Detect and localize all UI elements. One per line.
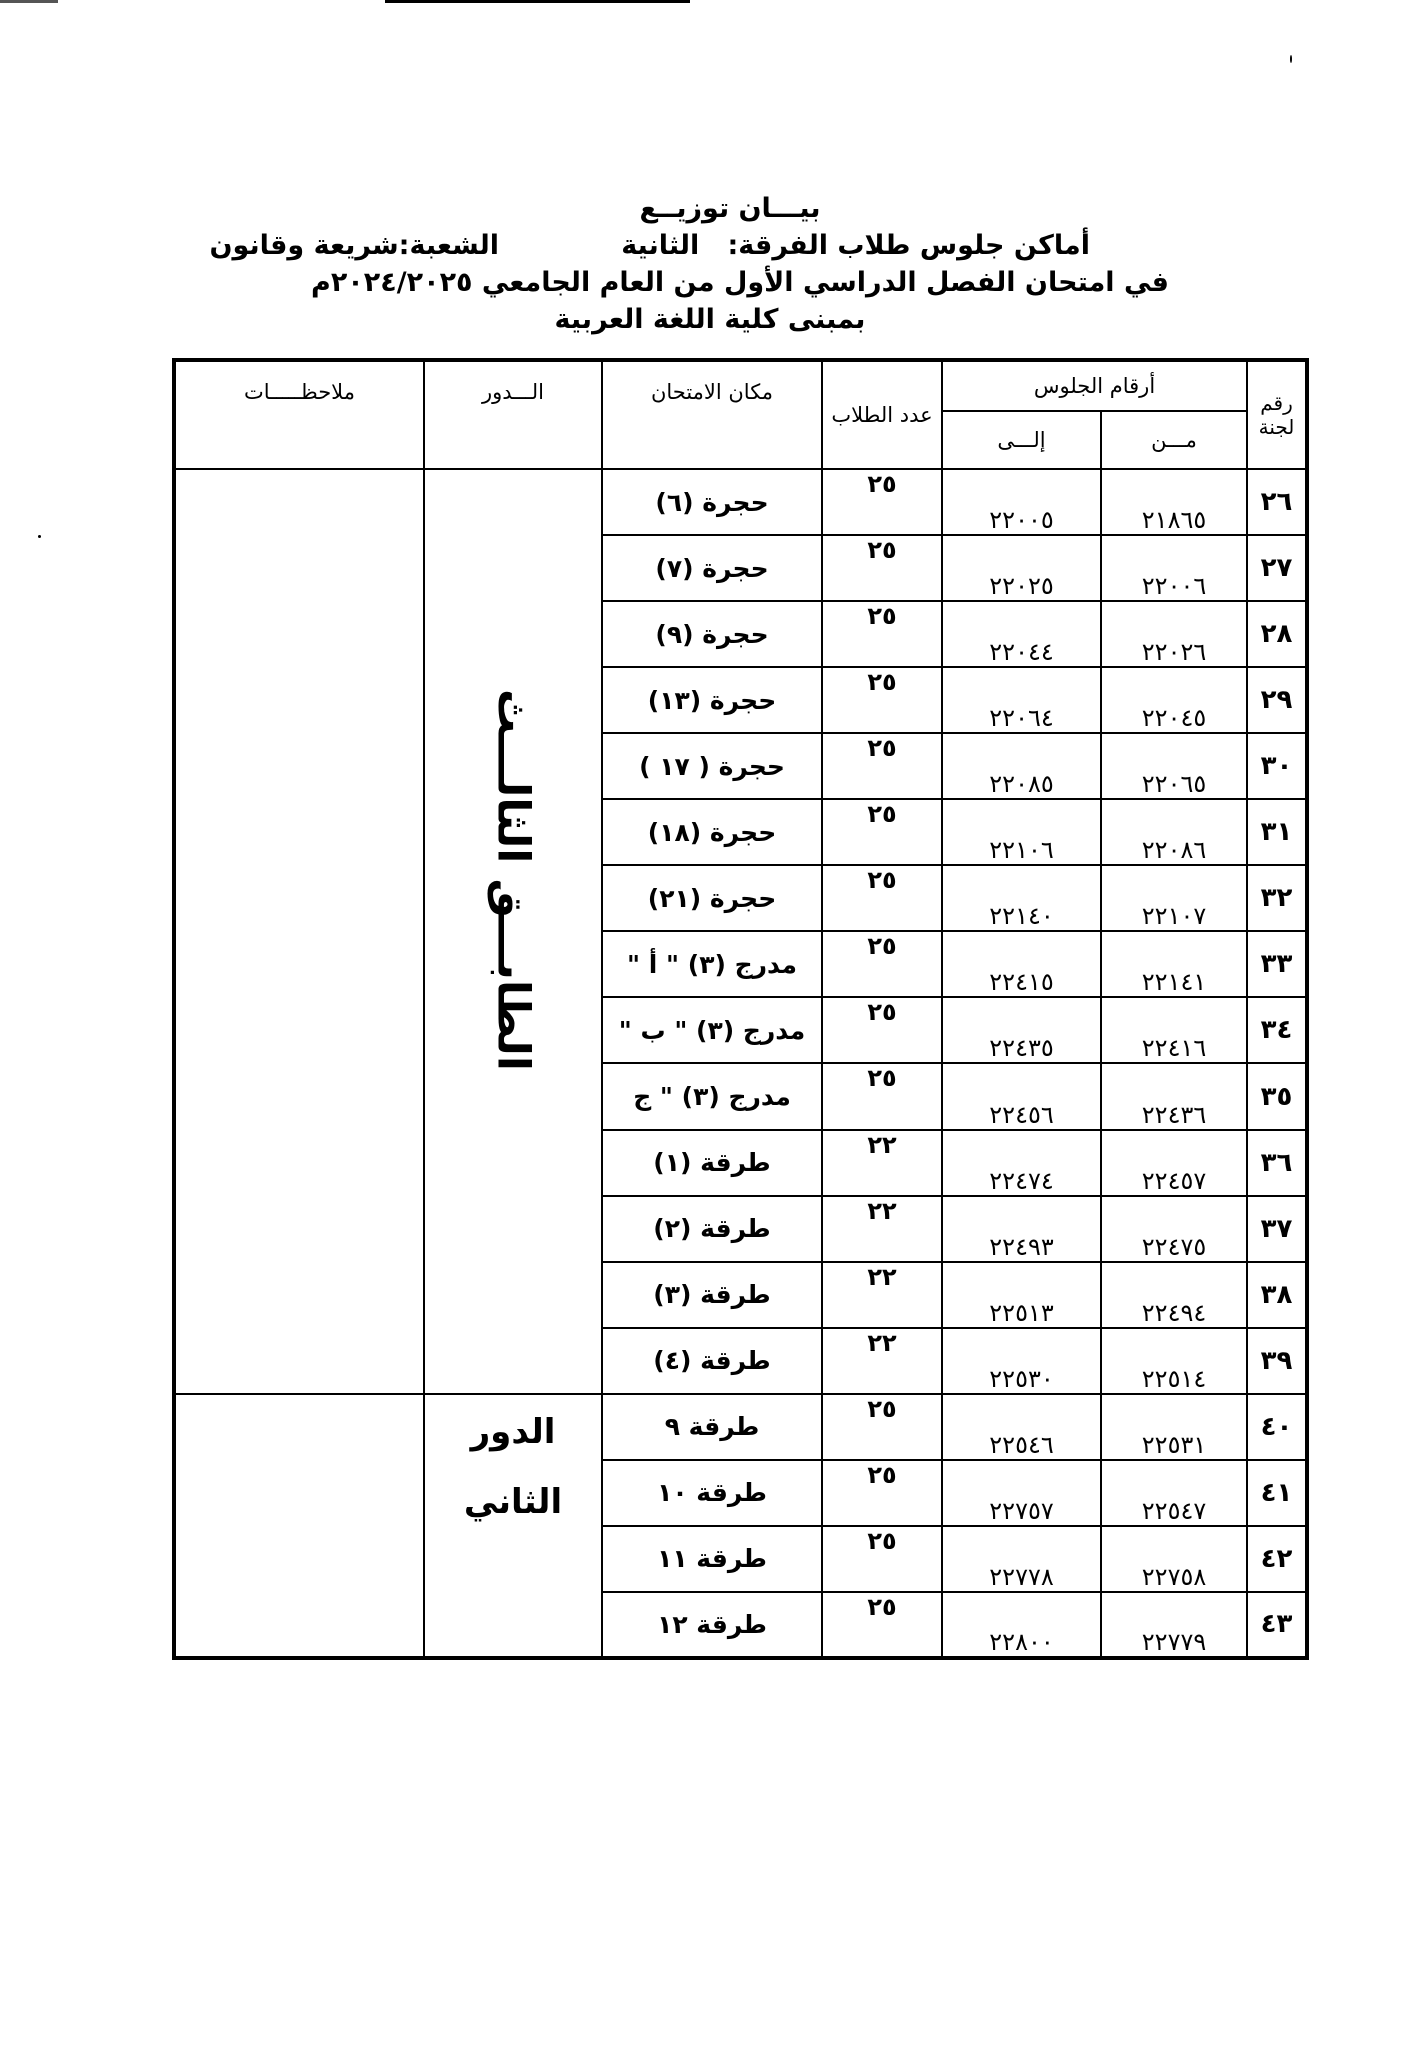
student-count-cell: ٢٥ — [822, 733, 942, 799]
seat-from-cell: ٢١٨٦٥ — [1101, 469, 1247, 535]
exam-place-cell: طرقة (٤) — [602, 1328, 822, 1394]
exam-place-cell: حجرة (١٣) — [602, 667, 822, 733]
exam-place-cell: حجرة (٧) — [602, 535, 822, 601]
committee-header: رقم لجنة — [1247, 360, 1307, 469]
scan-speck — [38, 535, 41, 538]
scan-speck — [1290, 55, 1292, 63]
seat-from-cell: ٢٢٠٠٦ — [1101, 535, 1247, 601]
exam-place-cell: مدرج (٣) " أ " — [602, 931, 822, 997]
floor-cell-third — [424, 469, 602, 1394]
exam-place-cell: طرقة (١) — [602, 1130, 822, 1196]
exam-place-cell: مدرج (٣) " ب " — [602, 997, 822, 1063]
document-title: بيـــان توزيــع — [639, 193, 821, 224]
exam-place-cell: طرقة (٣) — [602, 1262, 822, 1328]
committee-number-cell: ٢٩ — [1247, 667, 1307, 733]
seat-from-cell: ٢٢٠٢٦ — [1101, 601, 1247, 667]
seat-from-cell: ٢٢٧٥٨ — [1101, 1526, 1247, 1592]
seat-to-cell: ٢٢٥٣٠ — [942, 1328, 1101, 1394]
student-count-cell: ٢٥ — [822, 1394, 942, 1460]
committee-number-cell: ٢٧ — [1247, 535, 1307, 601]
exam-place-cell: حجرة ( ١٧ ) — [602, 733, 822, 799]
document-header — [209, 190, 1169, 338]
committee-number-cell: ٣٣ — [1247, 931, 1307, 997]
seat-to-cell: ٢٢٧٧٨ — [942, 1526, 1101, 1592]
exam-place-cell: حجرة (٢١) — [602, 865, 822, 931]
committee-number-cell: ٣٥ — [1247, 1063, 1307, 1129]
seat-from-cell: ٢٢٥٤٧ — [1101, 1460, 1247, 1526]
exam-place-cell: طرقة ١٠ — [602, 1460, 822, 1526]
seat-from-cell: ٢٢٤٩٤ — [1101, 1262, 1247, 1328]
committee-number-cell: ٣٠ — [1247, 733, 1307, 799]
class-value: الثانية — [621, 230, 700, 261]
committee-number-cell: ٣٤ — [1247, 997, 1307, 1063]
seat-to-cell: ٢٢٠٦٤ — [942, 667, 1101, 733]
seat-from-cell: ٢٢٤٧٥ — [1101, 1196, 1247, 1262]
seat-to-cell: ٢٢٤٧٤ — [942, 1130, 1101, 1196]
seat-from-cell: ٢٢٤١٦ — [1101, 997, 1247, 1063]
student-count-cell: ٢٢ — [822, 1196, 942, 1262]
seat-from-cell: ٢٢٥٣١ — [1101, 1394, 1247, 1460]
scan-top-line — [385, 0, 690, 3]
seat-to-cell: ٢٢٥١٣ — [942, 1262, 1101, 1328]
place-header: مكان الامتحان — [602, 360, 822, 469]
student-count-cell: ٢٥ — [822, 667, 942, 733]
notes-cell — [174, 1394, 424, 1658]
building-line: بمبنى كلية اللغة العربية — [554, 304, 866, 335]
seat-to-cell: ٢٢١٠٦ — [942, 799, 1101, 865]
notes-cell — [174, 469, 424, 1394]
notes-header: ملاحظـــــات — [174, 360, 424, 469]
division-info: الشعبة:شريعة وقانون — [209, 230, 499, 261]
committee-number-cell: ٣٢ — [1247, 865, 1307, 931]
exam-place-cell: طرقة ١١ — [602, 1526, 822, 1592]
student-count-cell: ٢٥ — [822, 1063, 942, 1129]
seat-to-cell: ٢٢٤٥٦ — [942, 1063, 1101, 1129]
student-count-cell: ٢٢ — [822, 1328, 942, 1394]
from-header: مـــن — [1101, 411, 1247, 469]
exam-place-cell: مدرج (٣) " ج — [602, 1063, 822, 1129]
seating-table — [172, 358, 1309, 1660]
committee-number-cell: ٣٩ — [1247, 1328, 1307, 1394]
seat-to-cell: ٢٢٥٤٦ — [942, 1394, 1101, 1460]
table-row — [174, 1394, 1307, 1460]
committee-number-cell: ٢٦ — [1247, 469, 1307, 535]
student-count-cell: ٢٢ — [822, 1262, 942, 1328]
scan-edge-mark — [0, 0, 58, 3]
committee-number-cell: ٤١ — [1247, 1460, 1307, 1526]
seat-from-cell: ٢٢٤٣٦ — [1101, 1063, 1247, 1129]
committee-number-cell: ٣٦ — [1247, 1130, 1307, 1196]
seat-to-cell: ٢٢٧٥٧ — [942, 1460, 1101, 1526]
seat-from-cell: ٢٢٠٨٦ — [1101, 799, 1247, 865]
floor-label-third: الطابـــق الثالـــث — [487, 689, 539, 1072]
student-count-cell: ٢٥ — [822, 1460, 942, 1526]
committee-number-cell: ٢٨ — [1247, 601, 1307, 667]
exam-place-cell: طرقة ١٢ — [602, 1592, 822, 1658]
seat-to-cell: ٢٢٠٢٥ — [942, 535, 1101, 601]
table-row — [174, 469, 1307, 535]
floor-header: الـــدور — [424, 360, 602, 469]
seat-to-cell: ٢٢١٤٠ — [942, 865, 1101, 931]
exam-place-cell: حجرة (٩) — [602, 601, 822, 667]
student-count-cell: ٢٥ — [822, 601, 942, 667]
seat-numbers-header: أرقام الجلوس — [942, 360, 1247, 411]
committee-number-cell: ٣١ — [1247, 799, 1307, 865]
floor-label-second-b: الثاني — [463, 1481, 563, 1522]
exam-place-cell: طرقة (٢) — [602, 1196, 822, 1262]
seat-to-cell: ٢٢٤٣٥ — [942, 997, 1101, 1063]
student-count-cell: ٢٥ — [822, 469, 942, 535]
student-count-cell: ٢٥ — [822, 1526, 942, 1592]
seat-from-cell: ٢٢٧٧٩ — [1101, 1592, 1247, 1658]
student-count-cell: ٢٢ — [822, 1130, 942, 1196]
committee-number-cell: ٤٣ — [1247, 1592, 1307, 1658]
committee-number-cell: ٤٠ — [1247, 1394, 1307, 1460]
seat-from-cell: ٢٢٤٥٧ — [1101, 1130, 1247, 1196]
seat-to-cell: ٢٢٠٤٤ — [942, 601, 1101, 667]
exam-place-cell: حجرة (١٨) — [602, 799, 822, 865]
seat-to-cell: ٢٢٠٨٥ — [942, 733, 1101, 799]
student-count-cell: ٢٥ — [822, 865, 942, 931]
student-count-cell: ٢٥ — [822, 799, 942, 865]
to-header: إلـــى — [942, 411, 1101, 469]
seat-to-cell: ٢٢٤١٥ — [942, 931, 1101, 997]
committee-number-cell: ٤٢ — [1247, 1526, 1307, 1592]
table-header-row — [174, 360, 1307, 411]
seat-to-cell: ٢٢٨٠٠ — [942, 1592, 1101, 1658]
student-count-cell: ٢٥ — [822, 535, 942, 601]
floor-label-second-a: الدور — [470, 1411, 556, 1452]
committee-number-cell: ٣٨ — [1247, 1262, 1307, 1328]
committee-number-cell: ٣٧ — [1247, 1196, 1307, 1262]
seat-from-cell: ٢٢٥١٤ — [1101, 1328, 1247, 1394]
student-count-cell: ٢٥ — [822, 931, 942, 997]
seat-to-cell: ٢٢٤٩٣ — [942, 1196, 1101, 1262]
count-header: عدد الطلاب — [822, 360, 942, 469]
seat-to-cell: ٢٢٠٠٥ — [942, 469, 1101, 535]
exam-place-cell: طرقة ٩ — [602, 1394, 822, 1460]
exam-place-cell: حجرة (٦) — [602, 469, 822, 535]
seat-from-cell: ٢٢١٤١ — [1101, 931, 1247, 997]
floor-cell-second — [424, 1394, 602, 1658]
student-count-cell: ٢٥ — [822, 1592, 942, 1658]
seat-from-cell: ٢٢١٠٧ — [1101, 865, 1247, 931]
seat-from-cell: ٢٢٠٤٥ — [1101, 667, 1247, 733]
student-count-cell: ٢٥ — [822, 997, 942, 1063]
exam-term-line: في امتحان الفصل الدراسي الأول من العام الجامعي ٢٠٢٤/٢٠٢٥م — [311, 267, 1169, 298]
class-label: أماكن جلوس طلاب الفرقة: — [727, 230, 1090, 261]
class-info-line — [209, 227, 1120, 264]
seat-from-cell: ٢٢٠٦٥ — [1101, 733, 1247, 799]
